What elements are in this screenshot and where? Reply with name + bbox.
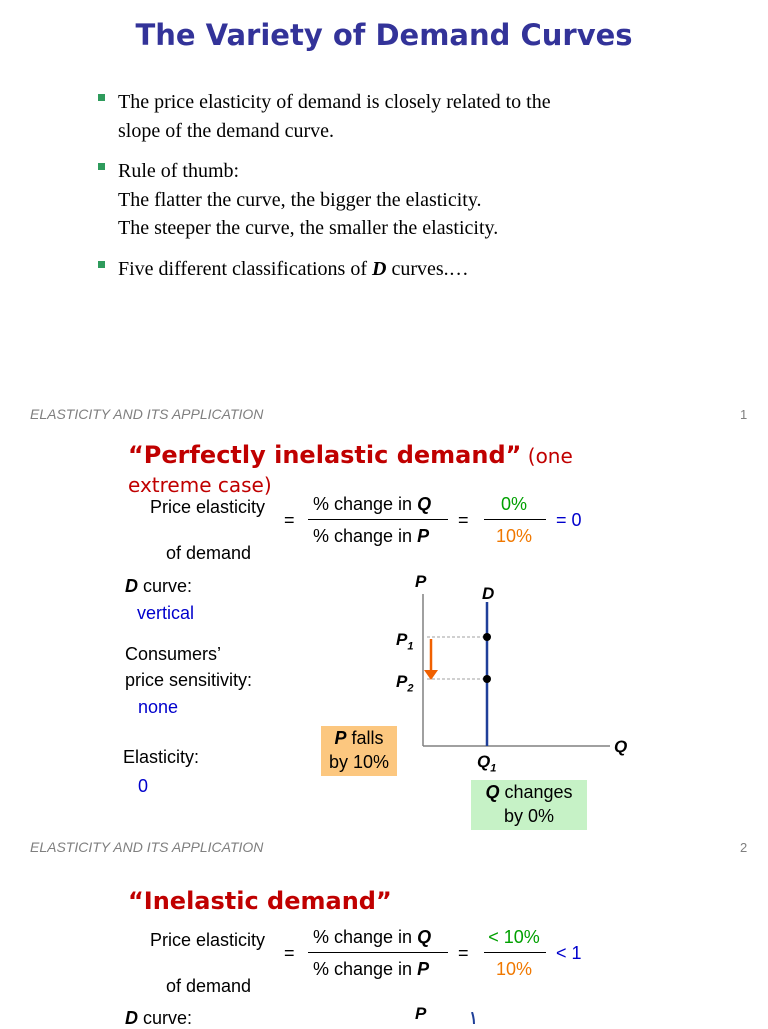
callout-q-var: Q — [485, 782, 500, 802]
slide2-heading-text: “Perfectly inelastic demand” — [128, 441, 522, 469]
s3-formula-denominator — [313, 959, 429, 980]
quantity-change-callout — [471, 780, 587, 830]
s3-axis-label-p: P — [415, 1004, 427, 1023]
numerator-var: Q — [417, 494, 432, 514]
label-p1 — [396, 630, 413, 652]
curve-label-d: D — [482, 584, 495, 603]
label-p1-var: P — [396, 630, 408, 649]
callout-q-text2: by 0% — [503, 806, 555, 826]
denominator-var: P — [417, 526, 430, 546]
value-numerator: 0% — [500, 494, 527, 514]
label-p2-sub: 2 — [407, 682, 414, 695]
sensitivity-label-line2: price sensitivity: — [125, 670, 253, 690]
s3-formula-fraction-bar — [308, 952, 448, 953]
bullet-emphasis: D — [372, 257, 387, 280]
bullet-line: The flatter the curve, the bigger the elasticity. — [118, 188, 482, 211]
formula-label-line2: of demand — [166, 543, 252, 563]
s3-formula-equals-2: = — [458, 943, 469, 963]
label-q1-sub: 1 — [490, 762, 497, 775]
elasticity-label: Elasticity: — [123, 747, 200, 767]
s3-denominator-text: % change in — [313, 959, 418, 979]
curve-label-var: D — [125, 576, 138, 596]
formula-equals: = — [284, 510, 295, 530]
callout-q-text1: changes — [499, 782, 573, 802]
s3-formula-equals: = — [284, 943, 295, 963]
sensitivity-label-line1: Consumers’ — [125, 644, 222, 664]
sensitivity-value: none — [138, 697, 179, 717]
numerator-text: % change in — [313, 494, 418, 514]
bullet-text: Five different classifications of — [118, 257, 373, 280]
point-p2 — [483, 675, 491, 683]
axis-label-p: P — [415, 572, 427, 591]
slide1-title: The Variety of Demand Curves — [135, 18, 633, 52]
s3-curve-label-text: curve: — [138, 1008, 193, 1028]
bullet-line: The steeper the curve, the smaller the elasticity. — [118, 217, 499, 239]
s3-numerator-var: Q — [417, 927, 432, 947]
s3-numerator-text: % change in — [313, 927, 418, 947]
s3-formula-label-line1: Price elasticity — [150, 930, 266, 950]
bullet-line: slope of the demand curve. — [118, 119, 335, 142]
label-p2 — [396, 672, 413, 694]
s3-formula-label-line2: of demand — [166, 976, 252, 996]
callout-p-var: P — [334, 728, 347, 748]
slide1-footer: ELASTICITY AND ITS APPLICATION — [30, 406, 264, 422]
formula-equals-2: = — [458, 510, 469, 530]
s3-value-fraction-bar — [484, 952, 546, 953]
bullet-text: curves.… — [386, 257, 469, 280]
s3-demand-curve-fragment — [465, 1012, 479, 1024]
price-fall-arrowhead-icon — [424, 670, 438, 680]
slide1-page-number: 1 — [740, 407, 748, 422]
s3-formula-numerator — [313, 927, 431, 948]
axis-label-q: Q — [614, 737, 628, 756]
label-q1-var: Q — [477, 752, 491, 771]
s3-formula-result: < 1 — [556, 943, 582, 963]
slide3-heading: “Inelastic demand” — [128, 887, 392, 915]
curve-label-text: curve: — [138, 576, 193, 596]
curve-value: vertical — [137, 603, 195, 623]
bullet-line: The price elasticity of demand is closely related to the — [118, 91, 551, 113]
elasticity-value: 0 — [138, 776, 149, 796]
label-p2-var: P — [396, 672, 408, 691]
slide2-footer: ELASTICITY AND ITS APPLICATION — [30, 839, 264, 855]
s3-curve-label-var: D — [125, 1008, 138, 1028]
s3-denominator-var: P — [417, 959, 430, 979]
s3-curve-label — [125, 1008, 192, 1029]
price-change-callout — [321, 726, 397, 776]
point-p1 — [483, 633, 491, 641]
callout-p-text1: falls — [346, 728, 384, 748]
label-p1-sub: 1 — [407, 640, 414, 653]
s3-value-denominator: 10% — [495, 959, 533, 979]
callout-p-text2: by 10% — [328, 752, 390, 772]
formula-result: = 0 — [556, 510, 582, 530]
slide2-heading-note: (one extreme case) — [128, 444, 573, 497]
formula-label-line1: Price elasticity — [150, 497, 266, 517]
label-q1 — [477, 752, 496, 774]
slide2-page-number: 2 — [740, 840, 748, 855]
denominator-text: % change in — [313, 526, 418, 546]
s3-value-numerator: < 10% — [488, 927, 540, 947]
bullet-line: Rule of thumb: — [118, 160, 240, 182]
value-denominator: 10% — [495, 526, 533, 546]
